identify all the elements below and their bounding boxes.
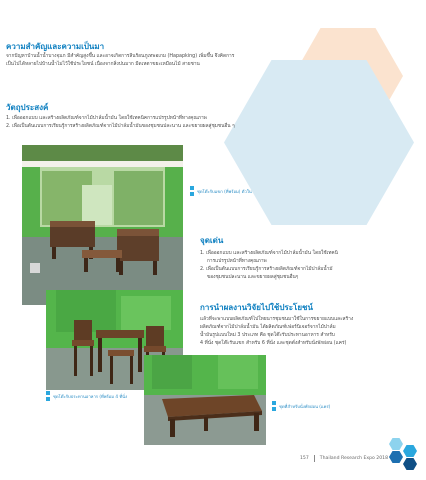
caption-living-room-set bbox=[190, 186, 252, 196]
text-line: 2. เพื่อเป็นต้นแบบการเรียนรู้การสร้างผลิตภัณฑ์จากไม้ปาล์มน้ำมันของชุมชนปละนาน และขยายผลสู่ชุมชนอื่น ๆ bbox=[6, 124, 235, 129]
photo-lounge-bench bbox=[144, 355, 266, 445]
text-line: 4 ที่นั่ง ชุดโต๊ะรับแขก สำหรับ 6 ที่นั่ง และชุดตั่งสำหรับนั่งพักผ่อน (แคร่) bbox=[200, 341, 347, 346]
page-number: 157 bbox=[300, 456, 309, 461]
hexagon-logo-icon bbox=[403, 458, 417, 470]
caption-marker-icon bbox=[272, 401, 276, 411]
section-heading-highlights: จุดเด่น bbox=[200, 236, 224, 245]
text-line: เป็นไปได้หลายไปบ้านน้ำไม่ไว้ใช้ประโยชน์ เนื่องจากสิ่งปนมาก มีดเหตาขยะเหมือนไม้ สายชาน bbox=[6, 62, 200, 67]
text-line: 2. เพื่อเป็นต้นแบบการเรียนรู้การสร้างผลิตภัณฑ์จากไม้ปาล์มน้ำมั bbox=[200, 267, 333, 272]
caption-marker-icon bbox=[46, 391, 50, 401]
text-line: จากปัญหาบ้านน้ำน้ำบางจุมภ มีสำคัญสูงขึ้น และอาจเกิดการลีนร้อนภูเทพอเกม (Hapapking) เพิ่มขึ้น จึงคิดการ bbox=[6, 54, 235, 59]
utilization-paragraph bbox=[200, 316, 418, 348]
objectives-paragraph bbox=[6, 115, 296, 131]
hexagon-logo-icon bbox=[389, 451, 403, 463]
text-line: 1. เพื่อออกแบบ และสร้างผลิตภัณฑ์จากไม้ปาล์มน้ำมัน โดยใช้เทคนิคการแปรรูปหน้าที่ทางคุณภาพ bbox=[6, 116, 207, 121]
text-line: ผลิตภัณฑ์จากไม้ปาล์มน้ำมัน ได้ผลิตภัณฑ์เฟอร์นิเจอร์จากไม้ปาล์ม bbox=[200, 325, 336, 330]
photo-living-room-set bbox=[22, 145, 183, 305]
background-paragraph bbox=[6, 53, 306, 69]
hexagon-logo-icon bbox=[389, 438, 403, 450]
footer-divider bbox=[314, 455, 315, 462]
caption-marker-icon bbox=[190, 186, 194, 196]
page-footer bbox=[300, 455, 388, 462]
caption-text: ชุดโต๊ะรับประทานอาหาร (ที่พร้อม 4 ที่นั่ง bbox=[53, 393, 128, 399]
event-name: Thailand Research Expo 2018 bbox=[319, 456, 388, 461]
section-heading-utilization: การนำผลงานวิจัยไปใช้ประโยชน์ bbox=[200, 303, 313, 312]
caption-lounge-bench bbox=[272, 401, 330, 411]
text-line: น้ำมันรูปแบบใหม่ 3 ประเภท คือ ชุดโต๊ะรับประทานอาหาร สำหรับ bbox=[200, 333, 335, 338]
text-line: 1. เพื่อออกแบบ และสร้างผลิตภัณฑ์จากไม้ปาล์มน้ำมัน โดยใช้เทคนิ bbox=[200, 251, 338, 256]
caption-text: ชุดที่สำหรับนั่งพักผ่อน (แคร่) bbox=[279, 403, 331, 409]
text-line: การแปรรูปหน้าที่ทางคุณภาพ bbox=[207, 259, 267, 264]
caption-text: ชุดโต๊ะรับแขก (ที่พร้อม) ตัวใน bbox=[197, 188, 252, 194]
section-heading-background: ความสำคัญและความเป็นมา bbox=[6, 42, 105, 51]
text-line: แล้วที่จะพาแบบผลิตภัณฑ์ไปใหยนารชุมชนมาใช้ในการขยายแบบและสร้าง bbox=[200, 317, 354, 322]
section-heading-objectives: วัตถุประสงค์ bbox=[6, 103, 49, 112]
caption-dining-set bbox=[46, 391, 127, 401]
highlights-paragraph bbox=[200, 250, 418, 282]
text-line: ของชุมชนปละนาน และขยายผลสู่ชุมชนอื่นๆ bbox=[207, 275, 299, 280]
hexagon-logo-icon bbox=[403, 445, 417, 457]
